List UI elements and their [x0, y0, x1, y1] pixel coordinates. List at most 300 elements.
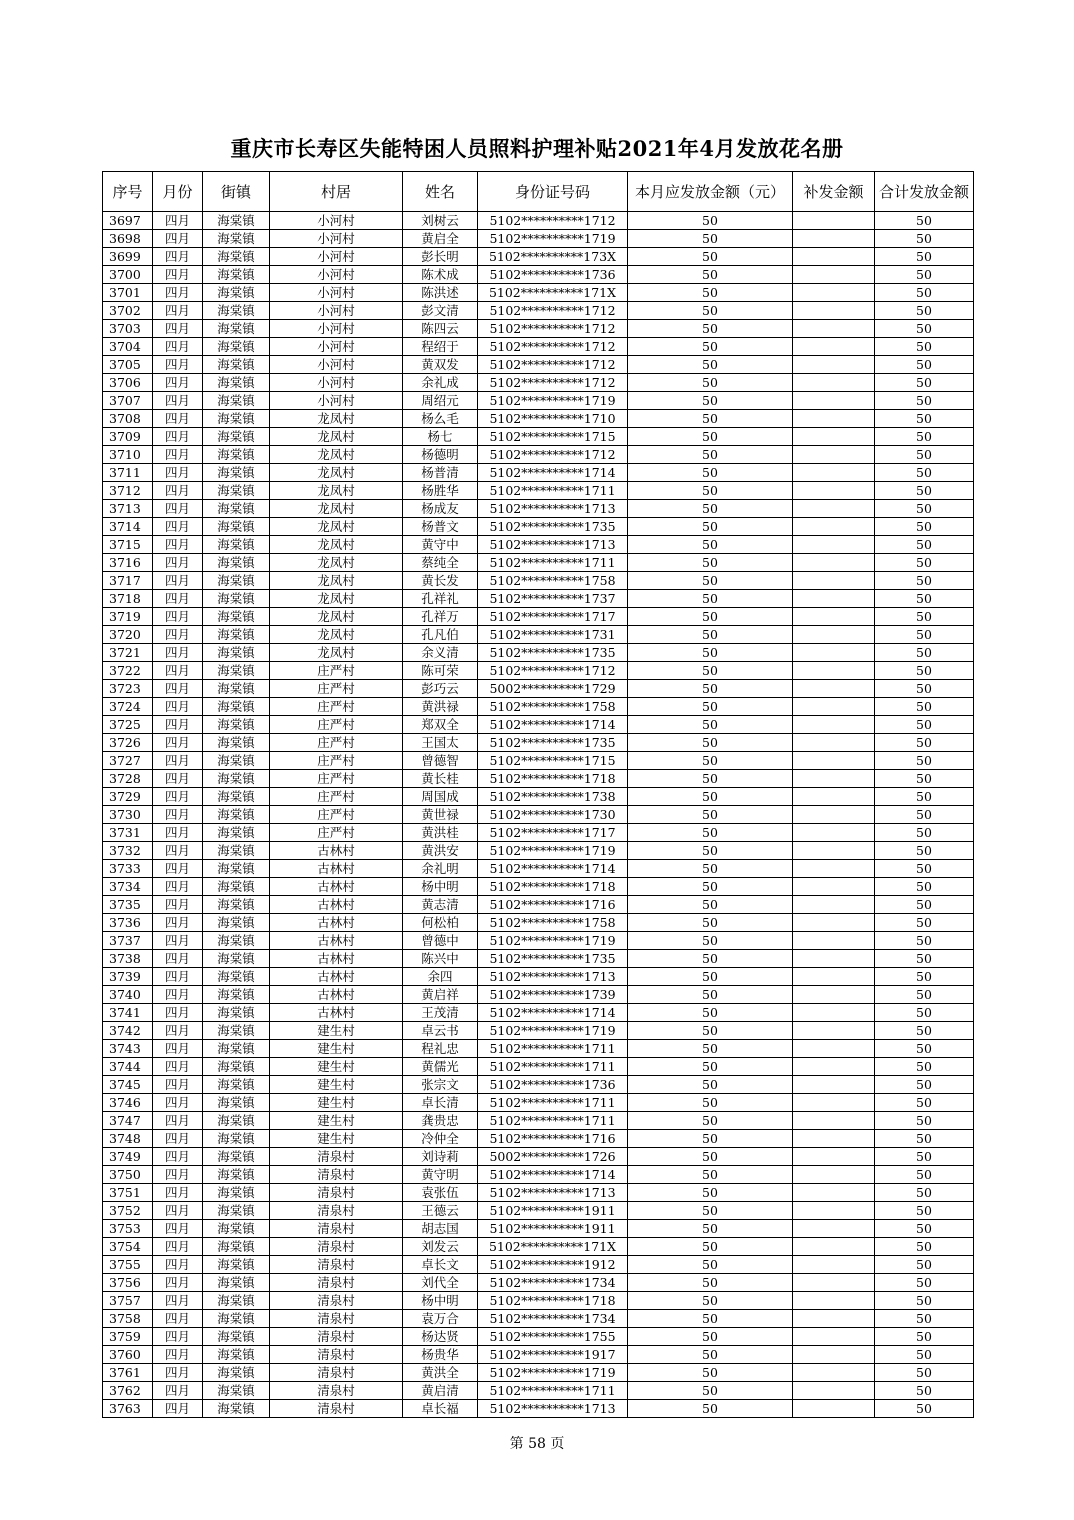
village-cell: 庄严村	[270, 734, 403, 752]
town-cell: 海棠镇	[203, 932, 270, 950]
month-cell: 四月	[153, 356, 203, 374]
id-number-cell: 5102**********1712	[478, 356, 628, 374]
town-cell: 海棠镇	[203, 1346, 270, 1364]
id-number-cell: 5102**********171X	[478, 1238, 628, 1256]
id-number-cell: 5102**********1711	[478, 482, 628, 500]
name-cell: 周绍元	[403, 392, 478, 410]
serial-no-cell: 3729	[103, 788, 153, 806]
village-cell: 建生村	[270, 1112, 403, 1130]
town-cell: 海棠镇	[203, 698, 270, 716]
village-cell: 古林村	[270, 1004, 403, 1022]
amount-due-cell: 50	[628, 896, 793, 914]
id-number-cell: 5102**********1712	[478, 338, 628, 356]
id-number-cell: 5102**********1719	[478, 932, 628, 950]
serial-no-cell: 3755	[103, 1256, 153, 1274]
amount-due-cell: 50	[628, 1130, 793, 1148]
total-cell: 50	[875, 1040, 974, 1058]
table-row	[103, 464, 974, 482]
table-header-row	[103, 172, 974, 212]
month-cell: 四月	[153, 770, 203, 788]
table-row	[103, 1040, 974, 1058]
serial-no-cell: 3753	[103, 1220, 153, 1238]
village-cell: 龙凤村	[270, 518, 403, 536]
supplement-cell	[793, 914, 875, 932]
name-cell: 刘发云	[403, 1238, 478, 1256]
header-serial-no: 序号	[103, 172, 153, 212]
supplement-cell	[793, 950, 875, 968]
serial-no-cell: 3703	[103, 320, 153, 338]
serial-no-cell: 3709	[103, 428, 153, 446]
name-cell: 黄长发	[403, 572, 478, 590]
village-cell: 清泉村	[270, 1238, 403, 1256]
month-cell: 四月	[153, 1292, 203, 1310]
serial-no-cell: 3731	[103, 824, 153, 842]
id-number-cell: 5102**********1730	[478, 806, 628, 824]
id-number-cell: 5102**********1715	[478, 428, 628, 446]
name-cell: 刘代全	[403, 1274, 478, 1292]
total-cell: 50	[875, 392, 974, 410]
supplement-cell	[793, 1400, 875, 1418]
table-row	[103, 770, 974, 788]
month-cell: 四月	[153, 1202, 203, 1220]
village-cell: 小河村	[270, 302, 403, 320]
month-cell: 四月	[153, 410, 203, 428]
id-number-cell: 5102**********1719	[478, 842, 628, 860]
name-cell: 郑双全	[403, 716, 478, 734]
id-number-cell: 5102**********1711	[478, 1112, 628, 1130]
month-cell: 四月	[153, 1076, 203, 1094]
name-cell: 余礼明	[403, 860, 478, 878]
month-cell: 四月	[153, 698, 203, 716]
amount-due-cell: 50	[628, 644, 793, 662]
amount-due-cell: 50	[628, 302, 793, 320]
amount-due-cell: 50	[628, 1364, 793, 1382]
town-cell: 海棠镇	[203, 536, 270, 554]
id-number-cell: 5102**********1710	[478, 410, 628, 428]
serial-no-cell: 3758	[103, 1310, 153, 1328]
serial-no-cell: 3720	[103, 626, 153, 644]
name-cell: 何松柏	[403, 914, 478, 932]
table-row	[103, 1400, 974, 1418]
serial-no-cell: 3757	[103, 1292, 153, 1310]
amount-due-cell: 50	[628, 536, 793, 554]
name-cell: 程绍于	[403, 338, 478, 356]
serial-no-cell: 3705	[103, 356, 153, 374]
town-cell: 海棠镇	[203, 1220, 270, 1238]
supplement-cell	[793, 392, 875, 410]
header-supplement: 补发金额	[793, 172, 875, 212]
month-cell: 四月	[153, 1166, 203, 1184]
id-number-cell: 5102**********1716	[478, 896, 628, 914]
name-cell: 黄双发	[403, 356, 478, 374]
month-cell: 四月	[153, 1112, 203, 1130]
name-cell: 曾德智	[403, 752, 478, 770]
id-number-cell: 5102**********1718	[478, 770, 628, 788]
name-cell: 黄启清	[403, 1382, 478, 1400]
town-cell: 海棠镇	[203, 266, 270, 284]
total-cell: 50	[875, 1130, 974, 1148]
table-row	[103, 572, 974, 590]
village-cell: 古林村	[270, 950, 403, 968]
amount-due-cell: 50	[628, 1166, 793, 1184]
supplement-cell	[793, 374, 875, 392]
serial-no-cell: 3728	[103, 770, 153, 788]
town-cell: 海棠镇	[203, 806, 270, 824]
id-number-cell: 5102**********1736	[478, 266, 628, 284]
amount-due-cell: 50	[628, 662, 793, 680]
amount-due-cell: 50	[628, 482, 793, 500]
town-cell: 海棠镇	[203, 302, 270, 320]
supplement-cell	[793, 1040, 875, 1058]
header-name: 姓名	[403, 172, 478, 212]
supplement-cell	[793, 212, 875, 230]
month-cell: 四月	[153, 1220, 203, 1238]
village-cell: 小河村	[270, 356, 403, 374]
table-row	[103, 842, 974, 860]
supplement-cell	[793, 806, 875, 824]
village-cell: 古林村	[270, 968, 403, 986]
amount-due-cell: 50	[628, 1184, 793, 1202]
village-cell: 清泉村	[270, 1346, 403, 1364]
supplement-cell	[793, 1382, 875, 1400]
table-row	[103, 626, 974, 644]
total-cell: 50	[875, 536, 974, 554]
month-cell: 四月	[153, 950, 203, 968]
serial-no-cell: 3713	[103, 500, 153, 518]
table-row	[103, 698, 974, 716]
supplement-cell	[793, 536, 875, 554]
serial-no-cell: 3715	[103, 536, 153, 554]
village-cell: 龙凤村	[270, 644, 403, 662]
total-cell: 50	[875, 1274, 974, 1292]
amount-due-cell: 50	[628, 590, 793, 608]
town-cell: 海棠镇	[203, 428, 270, 446]
serial-no-cell: 3749	[103, 1148, 153, 1166]
name-cell: 孔凡伯	[403, 626, 478, 644]
village-cell: 小河村	[270, 248, 403, 266]
total-cell: 50	[875, 428, 974, 446]
serial-no-cell: 3719	[103, 608, 153, 626]
supplement-cell	[793, 608, 875, 626]
name-cell: 陈可荣	[403, 662, 478, 680]
id-number-cell: 5102**********1714	[478, 1004, 628, 1022]
serial-no-cell: 3759	[103, 1328, 153, 1346]
month-cell: 四月	[153, 500, 203, 518]
id-number-cell: 5102**********1713	[478, 1400, 628, 1418]
id-number-cell: 5102**********1731	[478, 626, 628, 644]
name-cell: 卓长清	[403, 1094, 478, 1112]
amount-due-cell: 50	[628, 698, 793, 716]
name-cell: 张宗文	[403, 1076, 478, 1094]
total-cell: 50	[875, 356, 974, 374]
amount-due-cell: 50	[628, 608, 793, 626]
name-cell: 余义清	[403, 644, 478, 662]
name-cell: 冷仲全	[403, 1130, 478, 1148]
total-cell: 50	[875, 338, 974, 356]
town-cell: 海棠镇	[203, 1292, 270, 1310]
supplement-cell	[793, 698, 875, 716]
village-cell: 清泉村	[270, 1148, 403, 1166]
month-cell: 四月	[153, 248, 203, 266]
supplement-cell	[793, 680, 875, 698]
id-number-cell: 5102**********1712	[478, 212, 628, 230]
id-number-cell: 5102**********1755	[478, 1328, 628, 1346]
id-number-cell: 5102**********1911	[478, 1220, 628, 1238]
total-cell: 50	[875, 266, 974, 284]
amount-due-cell: 50	[628, 572, 793, 590]
town-cell: 海棠镇	[203, 1400, 270, 1418]
table-row	[103, 968, 974, 986]
table-row	[103, 716, 974, 734]
id-number-cell: 5102**********1711	[478, 554, 628, 572]
name-cell: 杨成友	[403, 500, 478, 518]
total-cell: 50	[875, 1202, 974, 1220]
village-cell: 庄严村	[270, 788, 403, 806]
village-cell: 建生村	[270, 1094, 403, 1112]
serial-no-cell: 3701	[103, 284, 153, 302]
total-cell: 50	[875, 572, 974, 590]
name-cell: 陈洪述	[403, 284, 478, 302]
name-cell: 杨中明	[403, 1292, 478, 1310]
town-cell: 海棠镇	[203, 1112, 270, 1130]
total-cell: 50	[875, 1148, 974, 1166]
total-cell: 50	[875, 806, 974, 824]
supplement-cell	[793, 554, 875, 572]
month-cell: 四月	[153, 590, 203, 608]
table-row	[103, 734, 974, 752]
serial-no-cell: 3697	[103, 212, 153, 230]
village-cell: 古林村	[270, 932, 403, 950]
id-number-cell: 5102**********1713	[478, 1184, 628, 1202]
town-cell: 海棠镇	[203, 950, 270, 968]
amount-due-cell: 50	[628, 752, 793, 770]
total-cell: 50	[875, 1166, 974, 1184]
village-cell: 建生村	[270, 1076, 403, 1094]
total-cell: 50	[875, 896, 974, 914]
supplement-cell	[793, 1328, 875, 1346]
total-cell: 50	[875, 230, 974, 248]
name-cell: 卓长福	[403, 1400, 478, 1418]
total-cell: 50	[875, 1292, 974, 1310]
supplement-cell	[793, 896, 875, 914]
village-cell: 古林村	[270, 860, 403, 878]
month-cell: 四月	[153, 428, 203, 446]
supplement-cell	[793, 266, 875, 284]
month-cell: 四月	[153, 1274, 203, 1292]
town-cell: 海棠镇	[203, 1184, 270, 1202]
id-number-cell: 5102**********1734	[478, 1310, 628, 1328]
amount-due-cell: 50	[628, 230, 793, 248]
serial-no-cell: 3710	[103, 446, 153, 464]
table-row	[103, 1382, 974, 1400]
table-row	[103, 1022, 974, 1040]
supplement-cell	[793, 410, 875, 428]
supplement-cell	[793, 1292, 875, 1310]
village-cell: 小河村	[270, 374, 403, 392]
month-cell: 四月	[153, 374, 203, 392]
supplement-cell	[793, 500, 875, 518]
month-cell: 四月	[153, 896, 203, 914]
total-cell: 50	[875, 626, 974, 644]
month-cell: 四月	[153, 1238, 203, 1256]
supplement-cell	[793, 716, 875, 734]
amount-due-cell: 50	[628, 968, 793, 986]
page-number: 第 58 页	[509, 1436, 565, 1452]
total-cell: 50	[875, 302, 974, 320]
name-cell: 彭长明	[403, 248, 478, 266]
table-row	[103, 914, 974, 932]
total-cell: 50	[875, 590, 974, 608]
supplement-cell	[793, 752, 875, 770]
month-cell: 四月	[153, 626, 203, 644]
id-number-cell: 5102**********1734	[478, 1274, 628, 1292]
table-row	[103, 1184, 974, 1202]
table-row	[103, 428, 974, 446]
town-cell: 海棠镇	[203, 788, 270, 806]
table-row	[103, 878, 974, 896]
table-row	[103, 1292, 974, 1310]
total-cell: 50	[875, 446, 974, 464]
serial-no-cell: 3754	[103, 1238, 153, 1256]
serial-no-cell: 3704	[103, 338, 153, 356]
name-cell: 杨德明	[403, 446, 478, 464]
table-row	[103, 248, 974, 266]
name-cell: 周国成	[403, 788, 478, 806]
town-cell: 海棠镇	[203, 716, 270, 734]
id-number-cell: 5102**********1758	[478, 572, 628, 590]
supplement-cell	[793, 1094, 875, 1112]
amount-due-cell: 50	[628, 500, 793, 518]
id-number-cell: 5102**********1912	[478, 1256, 628, 1274]
amount-due-cell: 50	[628, 770, 793, 788]
town-cell: 海棠镇	[203, 878, 270, 896]
supplement-cell	[793, 446, 875, 464]
month-cell: 四月	[153, 752, 203, 770]
table-row	[103, 266, 974, 284]
serial-no-cell: 3740	[103, 986, 153, 1004]
supplement-cell	[793, 464, 875, 482]
supplement-cell	[793, 1076, 875, 1094]
village-cell: 龙凤村	[270, 464, 403, 482]
total-cell: 50	[875, 248, 974, 266]
month-cell: 四月	[153, 464, 203, 482]
table-row	[103, 824, 974, 842]
amount-due-cell: 50	[628, 518, 793, 536]
total-cell: 50	[875, 752, 974, 770]
serial-no-cell: 3717	[103, 572, 153, 590]
header-town: 街镇	[203, 172, 270, 212]
name-cell: 黄洪全	[403, 1364, 478, 1382]
id-number-cell: 5102**********1714	[478, 716, 628, 734]
id-number-cell: 5102**********1735	[478, 734, 628, 752]
amount-due-cell: 50	[628, 266, 793, 284]
supplement-cell	[793, 1166, 875, 1184]
village-cell: 清泉村	[270, 1310, 403, 1328]
amount-due-cell: 50	[628, 1238, 793, 1256]
total-cell: 50	[875, 1112, 974, 1130]
amount-due-cell: 50	[628, 1148, 793, 1166]
amount-due-cell: 50	[628, 626, 793, 644]
serial-no-cell: 3744	[103, 1058, 153, 1076]
town-cell: 海棠镇	[203, 212, 270, 230]
month-cell: 四月	[153, 1040, 203, 1058]
village-cell: 庄严村	[270, 698, 403, 716]
amount-due-cell: 50	[628, 446, 793, 464]
month-cell: 四月	[153, 1094, 203, 1112]
village-cell: 小河村	[270, 284, 403, 302]
amount-due-cell: 50	[628, 1274, 793, 1292]
supplement-cell	[793, 1184, 875, 1202]
amount-due-cell: 50	[628, 212, 793, 230]
town-cell: 海棠镇	[203, 860, 270, 878]
header-id-number: 身份证号码	[478, 172, 628, 212]
table-row	[103, 230, 974, 248]
serial-no-cell: 3714	[103, 518, 153, 536]
total-cell: 50	[875, 1364, 974, 1382]
month-cell: 四月	[153, 986, 203, 1004]
table-row	[103, 662, 974, 680]
town-cell: 海棠镇	[203, 842, 270, 860]
name-cell: 蔡纯全	[403, 554, 478, 572]
id-number-cell: 5102**********1718	[478, 878, 628, 896]
town-cell: 海棠镇	[203, 680, 270, 698]
name-cell: 彭巧云	[403, 680, 478, 698]
amount-due-cell: 50	[628, 806, 793, 824]
town-cell: 海棠镇	[203, 824, 270, 842]
month-cell: 四月	[153, 842, 203, 860]
serial-no-cell: 3700	[103, 266, 153, 284]
total-cell: 50	[875, 500, 974, 518]
month-cell: 四月	[153, 716, 203, 734]
name-cell: 陈术成	[403, 266, 478, 284]
serial-no-cell: 3708	[103, 410, 153, 428]
supplement-cell	[793, 1346, 875, 1364]
amount-due-cell: 50	[628, 680, 793, 698]
amount-due-cell: 50	[628, 284, 793, 302]
id-number-cell: 5102**********1712	[478, 446, 628, 464]
name-cell: 黄启祥	[403, 986, 478, 1004]
serial-no-cell: 3712	[103, 482, 153, 500]
village-cell: 龙凤村	[270, 590, 403, 608]
total-cell: 50	[875, 1022, 974, 1040]
name-cell: 黄洪安	[403, 842, 478, 860]
supplement-cell	[793, 284, 875, 302]
table-row	[103, 788, 974, 806]
village-cell: 龙凤村	[270, 500, 403, 518]
month-cell: 四月	[153, 1148, 203, 1166]
village-cell: 清泉村	[270, 1400, 403, 1418]
month-cell: 四月	[153, 968, 203, 986]
village-cell: 龙凤村	[270, 572, 403, 590]
supplement-cell	[793, 770, 875, 788]
total-cell: 50	[875, 1220, 974, 1238]
total-cell: 50	[875, 608, 974, 626]
supplement-cell	[793, 338, 875, 356]
serial-no-cell: 3751	[103, 1184, 153, 1202]
village-cell: 建生村	[270, 1058, 403, 1076]
total-cell: 50	[875, 1328, 974, 1346]
month-cell: 四月	[153, 554, 203, 572]
serial-no-cell: 3706	[103, 374, 153, 392]
table-row	[103, 302, 974, 320]
village-cell: 庄严村	[270, 680, 403, 698]
supplement-cell	[793, 590, 875, 608]
id-number-cell: 5102**********1715	[478, 752, 628, 770]
village-cell: 古林村	[270, 896, 403, 914]
table-row	[103, 1112, 974, 1130]
amount-due-cell: 50	[628, 788, 793, 806]
amount-due-cell: 50	[628, 338, 793, 356]
